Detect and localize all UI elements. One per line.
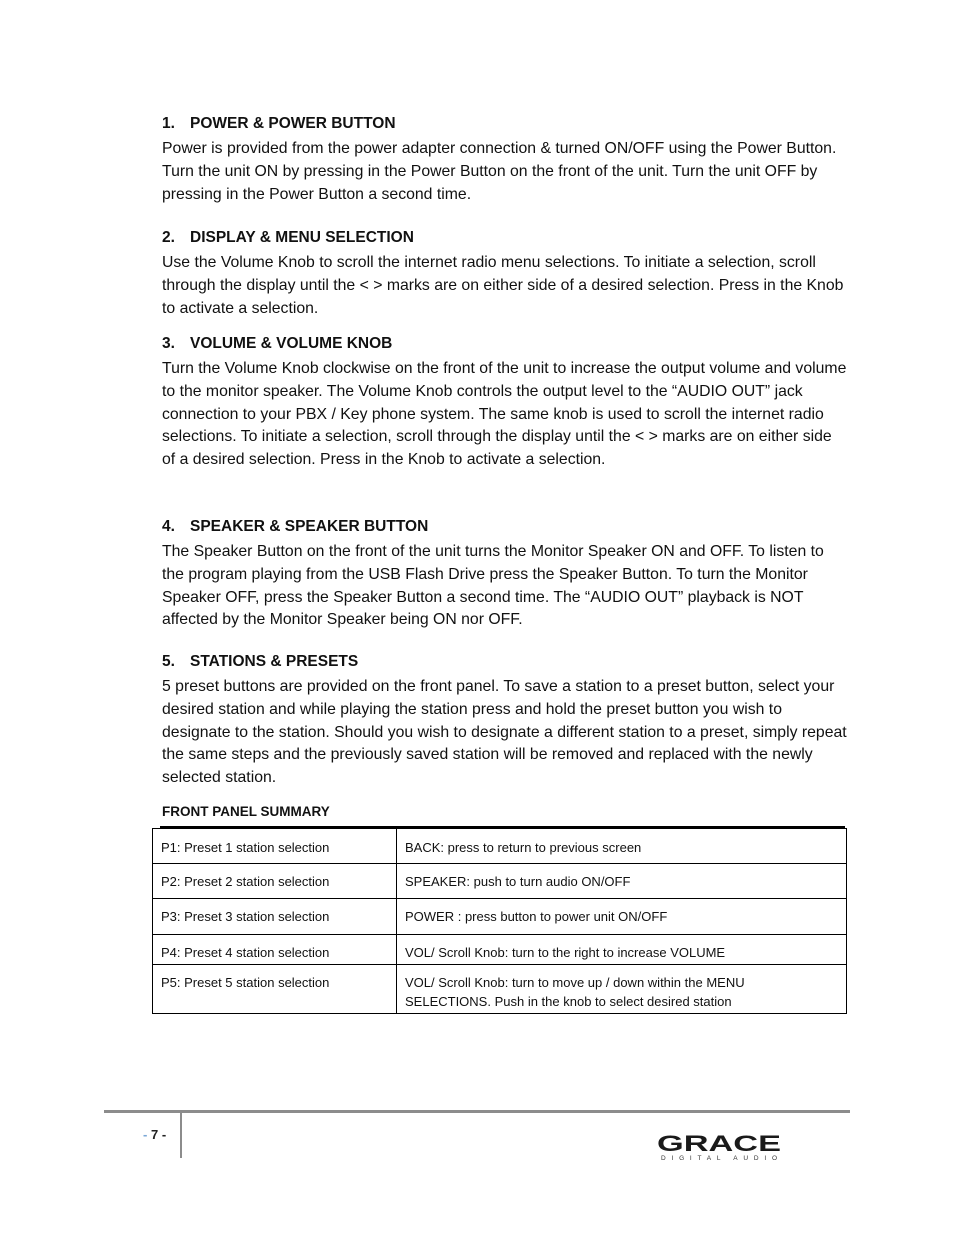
grace-digital-audio-logo — [656, 1132, 782, 1162]
section-display — [162, 228, 847, 320]
logo-subtitle: DIGITAL AUDIO — [661, 1155, 777, 1162]
table-cell: P5: Preset 5 station selection — [153, 965, 397, 1014]
table-cell: BACK: press to return to previous screen — [397, 829, 847, 864]
table-cell: VOL/ Scroll Knob: turn to move up / down within the MENU SELECTIONS. Push in the knob to select desired station — [397, 965, 847, 1014]
section-heading: 2. DISPLAY & MENU SELECTION — [162, 229, 414, 246]
table-cell: VOL/ Scroll Knob: turn to the right to increase VOLUME — [397, 935, 847, 965]
table-cell: POWER : press button to power unit ON/OFF — [397, 899, 847, 935]
section-power — [162, 114, 847, 206]
section-stations — [162, 652, 847, 790]
table-cell: P1: Preset 1 station selection — [153, 829, 397, 864]
section-speaker — [162, 517, 847, 632]
section-heading: 4. SPEAKER & SPEAKER BUTTON — [162, 518, 429, 535]
section-body: The Speaker Button on the front of the unit turns the Monitor Speaker ON and OFF. To listen to the program playing from the USB Flash Drive press the Speaker Button. To turn the Monitor Speaker OFF, press the Speaker Button a second time. The “AUDIO OUT” playback is NOT affected by the Monitor Speaker being ON nor OFF. — [162, 543, 824, 629]
table-cell: SPEAKER: push to turn audio ON/OFF — [397, 864, 847, 899]
table-row — [153, 935, 847, 965]
table-cell: P2: Preset 2 station selection — [153, 864, 397, 899]
table-row — [153, 965, 847, 1014]
table-row — [153, 864, 847, 899]
section-heading: 5. STATIONS & PRESETS — [162, 653, 359, 670]
table-cell: P3: Preset 3 station selection — [153, 899, 397, 935]
section-heading: 1. POWER & POWER BUTTON — [162, 115, 396, 132]
section-body: 5 preset buttons are provided on the front panel. To save a station to a preset button, select your desired station and while playing the station press and hold the preset button you wish to designate to the station. Should you wish to designate a different station to a preset, simply repeat the same steps and the previously saved station will be removed and replaced with the newly selected station. — [162, 678, 847, 787]
table-row — [153, 899, 847, 935]
logo-word: GRACE — [657, 1132, 781, 1156]
footer-vertical-divider — [180, 1113, 182, 1158]
section-body: Turn the Volume Knob clockwise on the front of the unit to increase the output volume and volume to the monitor speaker. The Volume Knob controls the output level to the “AUDIO OUT” jack connection to your PBX / Key phone system. The same knob is used to scroll the internet radio selections. To initiate a selection, scroll through the display until the < > marks are on either side of a desired selection. Press in the Knob to activate a selection. — [162, 360, 847, 469]
footer-divider — [104, 1110, 850, 1113]
table-cell: P4: Preset 4 station selection — [153, 935, 397, 965]
section-body: Use the Volume Knob to scroll the internet radio menu selections. To initiate a selection, scroll through the display until the < > marks are on either side of a desired selection. Press in the Knob to activate a selection. — [162, 254, 844, 317]
section-volume — [162, 334, 847, 472]
table-row — [153, 829, 847, 864]
front-panel-summary-table — [152, 828, 847, 1014]
page-number: - 7 - — [143, 1127, 167, 1142]
summary-title: FRONT PANEL SUMMARY — [162, 804, 330, 819]
section-body: Power is provided from the power adapter connection & turned ON/OFF using the Power Button. Turn the unit ON by pressing in the Power Button on the front of the unit. Turn the unit OFF by pressing in the Power Button a second time. — [162, 140, 837, 203]
section-heading: 3. VOLUME & VOLUME KNOB — [162, 335, 393, 352]
